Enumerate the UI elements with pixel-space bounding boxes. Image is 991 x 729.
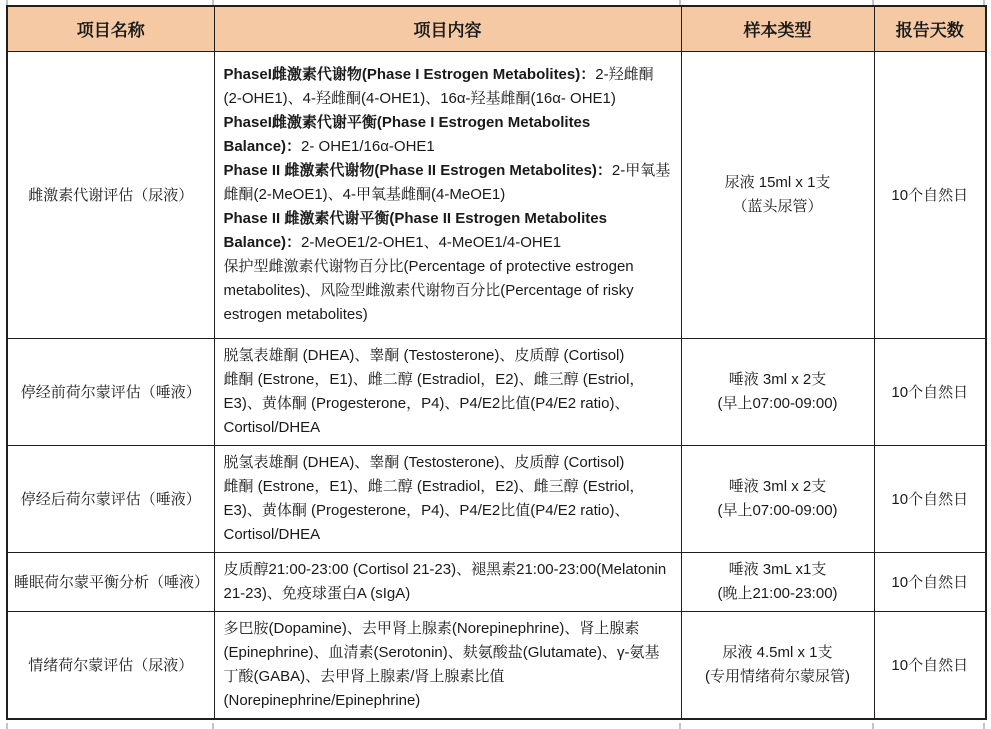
table-row — [7, 552, 986, 611]
content-text-segment: 脱氢表雄酮 (DHEA)、睾酮 (Testosterone)、皮质醇 (Cortisol) — [223, 346, 625, 364]
project-name-cell: 停经前荷尔蒙评估（唾液） — [7, 338, 214, 445]
content-text-segment: 雌酮 (Estrone，E1)、雌二醇 (Estradiol，E2)、雌三醇 (Estriol，E3)、黄体酮 (Progesterone，P4)、P4/E2比值(P4/E2 ratio)、Cortisol/DHEA — [223, 477, 645, 543]
content-text-segment: 保护型雌激素代谢物百分比(Percentage of protective estrogen metabolites)、风险型雌激素代谢物百分比(Percentage of risky estrogen metabolites) — [223, 257, 634, 323]
content-paragraph — [224, 344, 671, 368]
header-sample-type: 样本类型 — [681, 6, 874, 51]
header-row — [7, 6, 986, 51]
report-days-cell: 10个自然日 — [874, 338, 986, 445]
content-paragraph — [224, 111, 671, 159]
header-project-content: 项目内容 — [214, 6, 681, 51]
content-text-segment: 多巴胺(Dopamine)、去甲肾上腺素(Norepinephrine)、肾上腺素(Epinephrine)、血清素(Serotonin)、麸氨酸盐(Glutamate)、γ-氨基丁酸(GABA)、去甲肾上腺素/肾上腺素比值(Norepinephrine/Epinephrine) — [223, 619, 660, 709]
sample-type-cell — [681, 338, 874, 445]
content-paragraph — [224, 159, 671, 207]
sample-type-line: (专用情绪荷尔蒙尿管) — [705, 667, 850, 685]
table-header — [7, 6, 986, 51]
content-text-segment: 2-羟雌酮(2-OHE1)、4-羟雌酮(4-OHE1)、16α-羟基雌酮(16α- OHE1) — [223, 65, 654, 107]
content-bold-segment: PhaseI雌激素代谢物(Phase I Estrogen Metabolites)： — [223, 65, 596, 83]
sample-type-line: (晚上21:00-23:00) — [717, 584, 838, 602]
sample-type-line: (早上07:00-09:00) — [717, 501, 838, 519]
sample-type-cell — [681, 445, 874, 552]
project-content-cell — [214, 445, 681, 552]
header-report-days: 报告天数 — [874, 6, 986, 51]
content-paragraph — [224, 617, 671, 713]
report-days-cell: 10个自然日 — [874, 51, 986, 338]
content-paragraph — [224, 475, 671, 547]
project-content-cell — [214, 611, 681, 719]
report-days-cell: 10个自然日 — [874, 552, 986, 611]
project-name-cell: 停经后荷尔蒙评估（唾液） — [7, 445, 214, 552]
content-text-segment: 2-甲氧基雌酮(2-MeOE1)、4-甲氧基雌酮(4-MeOE1) — [223, 161, 671, 203]
content-text-segment: 2-MeOE1/2-OHE1、4-MeOE1/4-OHE1 — [301, 233, 562, 251]
sample-type-line: 尿液 15ml x 1支 — [724, 173, 831, 191]
content-text-segment: 皮质醇21:00-23:00 (Cortisol 21-23)、褪黑素21:00-23:00(Melatonin 21-23)、免疫球蛋白A (sIgA) — [223, 560, 667, 602]
content-bold-segment: Phase II 雌激素代谢物(Phase II Estrogen Metabolites)： — [223, 161, 612, 179]
sample-type-line: （蓝头尿管） — [732, 197, 823, 215]
content-paragraph — [224, 451, 671, 475]
sample-type-line: 唾液 3mL x1支 — [728, 560, 827, 578]
content-text-segment: 雌酮 (Estrone，E1)、雌二醇 (Estradiol，E2)、雌三醇 (Estriol，E3)、黄体酮 (Progesterone，P4)、P4/E2比值(P4/E2 ratio)、Cortisol/DHEA — [223, 370, 645, 436]
sample-type-line: 尿液 4.5ml x 1支 — [722, 643, 833, 661]
sample-type-line: (早上07:00-09:00) — [717, 394, 838, 412]
table-row — [7, 445, 986, 552]
sample-type-line: 唾液 3ml x 2支 — [728, 370, 827, 388]
report-days-cell: 10个自然日 — [874, 445, 986, 552]
content-text-segment: 2- OHE1/16α-OHE1 — [301, 137, 435, 155]
content-paragraph — [224, 207, 671, 255]
content-text-segment: 脱氢表雄酮 (DHEA)、睾酮 (Testosterone)、皮质醇 (Cortisol) — [223, 453, 625, 471]
report-days-cell: 10个自然日 — [874, 611, 986, 719]
content-paragraph — [224, 255, 671, 327]
cropped-row-below — [6, 723, 985, 729]
table-row — [7, 51, 986, 338]
sample-type-cell — [681, 51, 874, 338]
cropped-row-above — [6, 0, 985, 5]
sample-type-line: 唾液 3ml x 2支 — [728, 477, 827, 495]
project-name-cell: 雌激素代谢评估（尿液） — [7, 51, 214, 338]
header-project-name: 项目名称 — [7, 6, 214, 51]
project-content-cell — [214, 552, 681, 611]
project-content-cell — [214, 51, 681, 338]
content-bold-segment: PhaseI雌激素代谢平衡(Phase I Estrogen Metabolites Balance)： — [223, 113, 591, 155]
sample-type-cell — [681, 552, 874, 611]
content-paragraph — [224, 63, 671, 111]
project-content-cell — [214, 338, 681, 445]
content-bold-segment: Phase II 雌激素代谢平衡(Phase II Estrogen Metabolites Balance)： — [223, 209, 607, 251]
project-name-cell: 睡眠荷尔蒙平衡分析（唾液） — [7, 552, 214, 611]
table-row — [7, 338, 986, 445]
table-row — [7, 611, 986, 719]
test-catalog-table — [6, 5, 987, 720]
project-name-cell: 情绪荷尔蒙评估（尿液） — [7, 611, 214, 719]
table-body — [7, 51, 986, 719]
content-paragraph — [224, 558, 671, 606]
content-paragraph — [224, 368, 671, 440]
sample-type-cell — [681, 611, 874, 719]
